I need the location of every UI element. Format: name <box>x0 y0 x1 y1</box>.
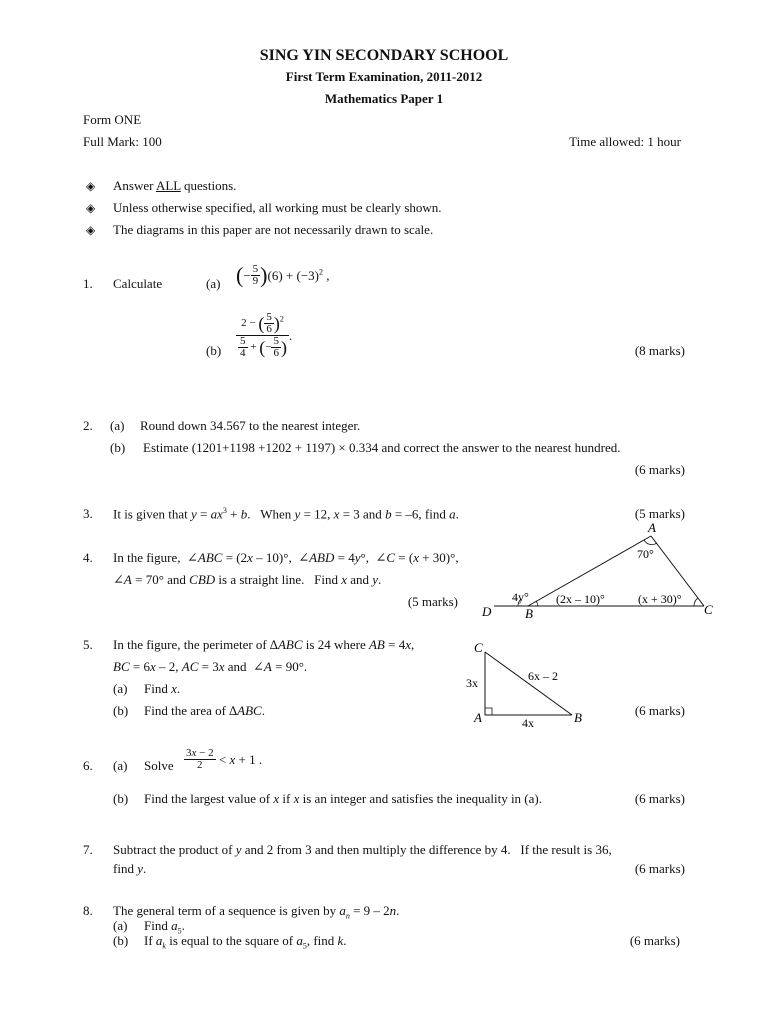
q1-calculate: Calculate <box>113 276 163 291</box>
q8-number: 8. <box>83 903 93 918</box>
q4-number: 4. <box>83 550 93 565</box>
label-bc: 6x – 2 <box>528 669 558 683</box>
form-label: Form ONE <box>83 112 142 127</box>
q6a-inequality: $\frac{3x - 2}{2}$ < x + 1 . <box>186 747 263 771</box>
q5-text-line1: In the figure, the perimeter of ∆ABC is 24 where AB = 4x, <box>113 637 415 652</box>
label-ab: 4x <box>522 716 534 730</box>
right-angle-mark <box>485 708 492 715</box>
q6-marks: (6 marks) <box>634 791 685 806</box>
q5a-label: (a) <box>113 681 128 696</box>
q4-triangle-figure <box>478 522 718 622</box>
q7-text-line1: Subtract the product of y and 2 from 3 and then multiply the difference by 4. If the result is 36, <box>113 842 612 857</box>
q5b-label: (b) <box>113 703 129 718</box>
q8-text: The general term of a sequence is given by $a_n = 9 - 2n$. <box>113 903 400 921</box>
exam-title: First Term Examination, 2011-2012 <box>285 69 483 84</box>
q5-marks: (6 marks) <box>634 703 685 718</box>
time-allowed: Time allowed: 1 hour <box>569 134 681 149</box>
q4-text-line2: ∠A = 70° and CBD is a straight line. Find x and y. <box>113 572 382 587</box>
q1a-label: (a) <box>206 276 221 291</box>
q5b-text: Find the area of ∆ABC. <box>144 703 265 718</box>
q2b-label: (b) <box>110 440 126 455</box>
q1a-expression: (− $\frac{5}{9}$ )$(6) + (-3)^2$ , <box>236 262 330 288</box>
q8a-text: Find $a_5$. <box>144 918 185 936</box>
instruction-3: The diagrams in this paper are not necessarily drawn to scale. <box>113 222 434 237</box>
q3-number: 3. <box>83 506 93 521</box>
label-b: B <box>574 710 582 725</box>
q7-number: 7. <box>83 842 93 857</box>
q5-text-line2: BC = 6x – 2, AC = 3x and ∠A = 90°. <box>113 659 308 674</box>
label-angle-a: 70° <box>637 547 654 561</box>
label-ac: 3x <box>466 676 478 690</box>
paper-title: Mathematics Paper 1 <box>324 91 444 106</box>
q6-number: 6. <box>83 758 93 773</box>
instruction-2: Unless otherwise specified, all working must be clearly shown. <box>113 200 442 215</box>
q6b-label: (b) <box>113 791 129 806</box>
q8-marks: (6 marks) <box>629 933 680 948</box>
label-angle-abd: 4y° <box>512 590 529 604</box>
school-name: SING YIN SECONDARY SCHOOL <box>259 47 509 64</box>
q5a-text: Find x. <box>144 681 181 696</box>
q1-number: 1. <box>83 276 93 291</box>
q1-marks: (8 marks) <box>634 343 685 358</box>
q5-triangle-figure <box>460 640 590 730</box>
q2-number: 2. <box>83 418 93 433</box>
q7-marks: (6 marks) <box>634 861 685 876</box>
q8b-text: If $a_k$ is equal to the square of $a_5$, find k. <box>144 933 347 951</box>
q5-number: 5. <box>83 637 93 652</box>
q6b-text: Find the largest value of x if x is an integer and satisfies the inequality in (a). <box>144 791 542 806</box>
q6a-label: (a) <box>113 758 128 773</box>
q1b-expression: 2 − ( $\frac{5}{6}$ )$^2$ $\frac{5}{4}$ + (− $\frac{5}{6}$ ) . <box>236 312 292 359</box>
q1b-label: (b) <box>206 343 222 358</box>
side-bc <box>485 652 572 715</box>
q3-text: It is given that $y = ax^3 + b$. When y = 12, x = 3 and b = –6, find a. <box>113 506 459 522</box>
instruction-1: Answer ALL questions. <box>113 178 237 193</box>
q7-text-line2: find y. <box>113 861 147 876</box>
q2b-text: Estimate (1201+1198 +1202 + 1197) × 0.334 and correct the answer to the nearest hundred. <box>143 440 621 455</box>
label-angle-abc: (2x – 10)° <box>556 592 605 606</box>
full-mark: Full Mark: 100 <box>83 134 162 149</box>
label-angle-c: (x + 30)° <box>638 592 682 606</box>
q2-marks: (6 marks) <box>634 462 685 477</box>
q6a-solve: Solve <box>144 758 174 773</box>
label-c: C <box>474 640 483 655</box>
diamond-bullet-icon: ◈ <box>86 179 96 193</box>
q2a-text: Round down 34.567 to the nearest integer. <box>140 418 361 433</box>
angle-c-arc <box>694 598 698 606</box>
diamond-bullet-icon: ◈ <box>86 223 96 237</box>
q4-text-line1: In the figure, ∠ABC = (2x – 10)°, ∠ABD = 4y°, ∠C = (x + 30)°, <box>113 550 459 565</box>
q4-marks: (5 marks) <box>407 594 458 609</box>
label-a: A <box>474 710 482 725</box>
q2a-label: (a) <box>110 418 125 433</box>
q8b-label: (b) <box>113 933 129 948</box>
q8a-label: (a) <box>113 918 128 933</box>
diamond-bullet-icon: ◈ <box>86 201 96 215</box>
label-a: A <box>648 522 656 535</box>
angle-abc-arc <box>536 601 538 606</box>
label-d: D <box>482 604 492 619</box>
q3-marks: (5 marks) <box>634 506 685 521</box>
label-b: B <box>525 606 533 621</box>
label-c: C <box>704 602 713 617</box>
